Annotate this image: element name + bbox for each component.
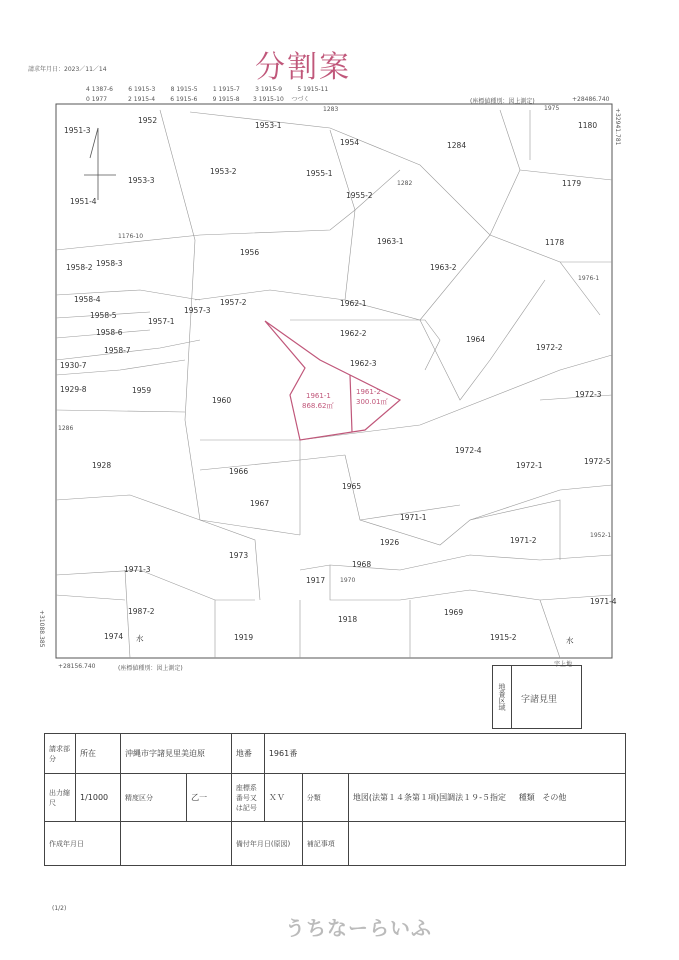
coord-top-right: +28486.740 <box>572 96 610 103</box>
lot-label: 1956 <box>240 248 260 257</box>
lot-label: 1971-3 <box>124 565 151 574</box>
lot-label: 1926 <box>380 538 400 547</box>
lot-label: 1970 <box>340 577 356 584</box>
lot-label: 1957-2 <box>220 298 247 307</box>
lot-label: 1964 <box>466 335 486 344</box>
lot-label: 1929-8 <box>60 385 87 394</box>
lot-label: 1176-10 <box>118 233 144 240</box>
lot-label: 1179 <box>562 179 582 188</box>
lot-label: 1971-1 <box>400 513 427 522</box>
lot-label: 1972-3 <box>575 390 602 399</box>
coord-system-label: 座標系番号又は記号 <box>231 774 264 822</box>
lot-label: 1954 <box>340 138 360 147</box>
corner-label: 宇上地 <box>554 661 573 668</box>
page-number: (1/2) <box>52 905 67 912</box>
created-label: 作成年月日 <box>45 822 121 866</box>
district-box <box>492 665 582 729</box>
lot-label: 1286 <box>58 425 74 432</box>
lot-label: 1953-1 <box>255 121 282 130</box>
map-frame <box>56 104 612 658</box>
split-boundary <box>265 321 400 440</box>
lot-label: 1958-6 <box>96 328 123 337</box>
split-lot-2-name: 1961-2 <box>356 388 381 396</box>
water-mark: 水 <box>136 634 144 643</box>
lot-label: 1972-2 <box>536 343 563 352</box>
classification-value: 地図(法第１４条第１項)国調法１９-５指定 種類 その他 <box>348 774 625 822</box>
lot-label: 1972-1 <box>516 461 543 470</box>
lot-label: 1972-4 <box>455 446 482 455</box>
lot-label: 1958-3 <box>96 259 123 268</box>
scale-label: 出力縮尺 <box>45 774 76 822</box>
split-lot-1-name: 1961-1 <box>306 392 331 400</box>
lot-label: 1915-2 <box>490 633 517 642</box>
accuracy-value: 乙一 <box>187 774 232 822</box>
lot-value: 1961番 <box>264 734 625 774</box>
lot-label: 1974 <box>104 632 124 641</box>
lot-label: 1953-2 <box>210 167 237 176</box>
lot-label: 1283 <box>323 106 339 113</box>
lot-label: 1958-7 <box>104 346 131 355</box>
water-mark: 水 <box>566 636 574 645</box>
lot-label: 1962-2 <box>340 329 367 338</box>
lot-label: 1178 <box>545 238 565 247</box>
lot-label: 1951-4 <box>70 197 97 206</box>
classification-label: 分類 <box>302 774 348 822</box>
print-date: 請求年月日：2023／11／14 <box>28 66 107 73</box>
request-label: 請求部分 <box>45 734 76 774</box>
lot-label: 1957-3 <box>184 306 211 315</box>
lot-labels <box>58 105 617 642</box>
lot-label: 1955-1 <box>306 169 333 178</box>
lot-label: 1930-7 <box>60 361 87 370</box>
lot-label: 1959 <box>132 386 152 395</box>
lot-label: 1962-1 <box>340 299 367 308</box>
accuracy-label: 精度区分 <box>121 774 187 822</box>
lot-label: 1951-3 <box>64 126 91 135</box>
lot-label: 1962-3 <box>350 359 377 368</box>
lot-label: 1975 <box>544 105 560 112</box>
ref-row-1: 4 1387-6 6 1915-3 8 1915-5 1 1915-7 3 1915-9 5 1915-11 <box>86 86 329 93</box>
lot-label: 1180 <box>578 121 598 130</box>
lot-label: 1955-2 <box>346 191 373 200</box>
lot-label: 1952 <box>138 116 158 125</box>
district-label: 地番区域 <box>493 666 512 728</box>
lot-label: 1919 <box>234 633 254 642</box>
lot-label: 1958-5 <box>90 311 117 320</box>
district-value: 字諸見里 <box>521 695 558 705</box>
lot-label: 1957-1 <box>148 317 175 326</box>
lot-label: 地番 <box>231 734 264 774</box>
remarks-label: 備付年月日(原図) <box>231 822 302 866</box>
lot-label: 1958-4 <box>74 295 101 304</box>
lot-label: 1282 <box>397 180 413 187</box>
lot-label: 1972-5 <box>584 457 611 466</box>
lot-label: 1965 <box>342 482 362 491</box>
coord-left: +31088.385 <box>38 610 45 648</box>
lot-label: 1987-2 <box>128 607 155 616</box>
lot-label: 1971-2 <box>510 536 537 545</box>
north-arrow-icon <box>84 128 116 200</box>
lot-label: 1973 <box>229 551 249 560</box>
notes-label: 補記事項 <box>302 822 348 866</box>
location-value: 沖縄市字諸見里美迫原 <box>121 734 232 774</box>
lot-label: 1953-3 <box>128 176 155 185</box>
split-line <box>350 375 352 432</box>
split-lot-1-area: 868.62㎡ <box>302 402 334 410</box>
lot-label: 1960 <box>212 396 232 405</box>
watermark-logo: うちなーらいふ <box>285 916 432 940</box>
location-label: 所在 <box>76 734 121 774</box>
coord-right: +32941.781 <box>614 108 621 146</box>
coord-note-top: (座標値種別：図上測定) <box>470 98 535 105</box>
lot-label: 1928 <box>92 461 112 470</box>
lot-label: 1917 <box>306 576 326 585</box>
lot-label: 1969 <box>444 608 464 617</box>
lot-label: 1958-2 <box>66 263 93 272</box>
split-lot-labels <box>302 388 388 410</box>
lot-label: 1967 <box>250 499 270 508</box>
page-title: 分割案 <box>255 50 351 85</box>
ref-row-2: 0 1977 2 1915-4 6 1915-6 9 1915-8 3 1915-10 つづく <box>86 96 310 103</box>
lot-label: 1971-4 <box>590 597 617 606</box>
lot-label: 1918 <box>338 615 358 624</box>
lot-label: 1284 <box>447 141 467 150</box>
certificate-form <box>44 733 626 866</box>
coord-system-value: ＸＶ <box>264 774 302 822</box>
type-label: 種類 <box>518 793 535 802</box>
split-lot-2-area: 300.01㎡ <box>356 398 388 406</box>
lot-label: 1976-1 <box>578 275 600 282</box>
scale-value: 1/1000 <box>76 774 121 822</box>
type-value: その他 <box>542 793 567 802</box>
lot-label: 1966 <box>229 467 249 476</box>
lot-label: 1968 <box>352 560 372 569</box>
lot-label: 1963-1 <box>377 237 404 246</box>
coord-bottom-left: +28156.740 <box>58 663 96 670</box>
lot-label: 1963-2 <box>430 263 457 272</box>
split-parcel-outline <box>265 321 400 440</box>
lot-label: 1952-1 <box>590 532 612 539</box>
coord-note-bottom: (座標値種別：図上測定) <box>118 665 183 672</box>
parcel-boundaries <box>56 110 612 658</box>
